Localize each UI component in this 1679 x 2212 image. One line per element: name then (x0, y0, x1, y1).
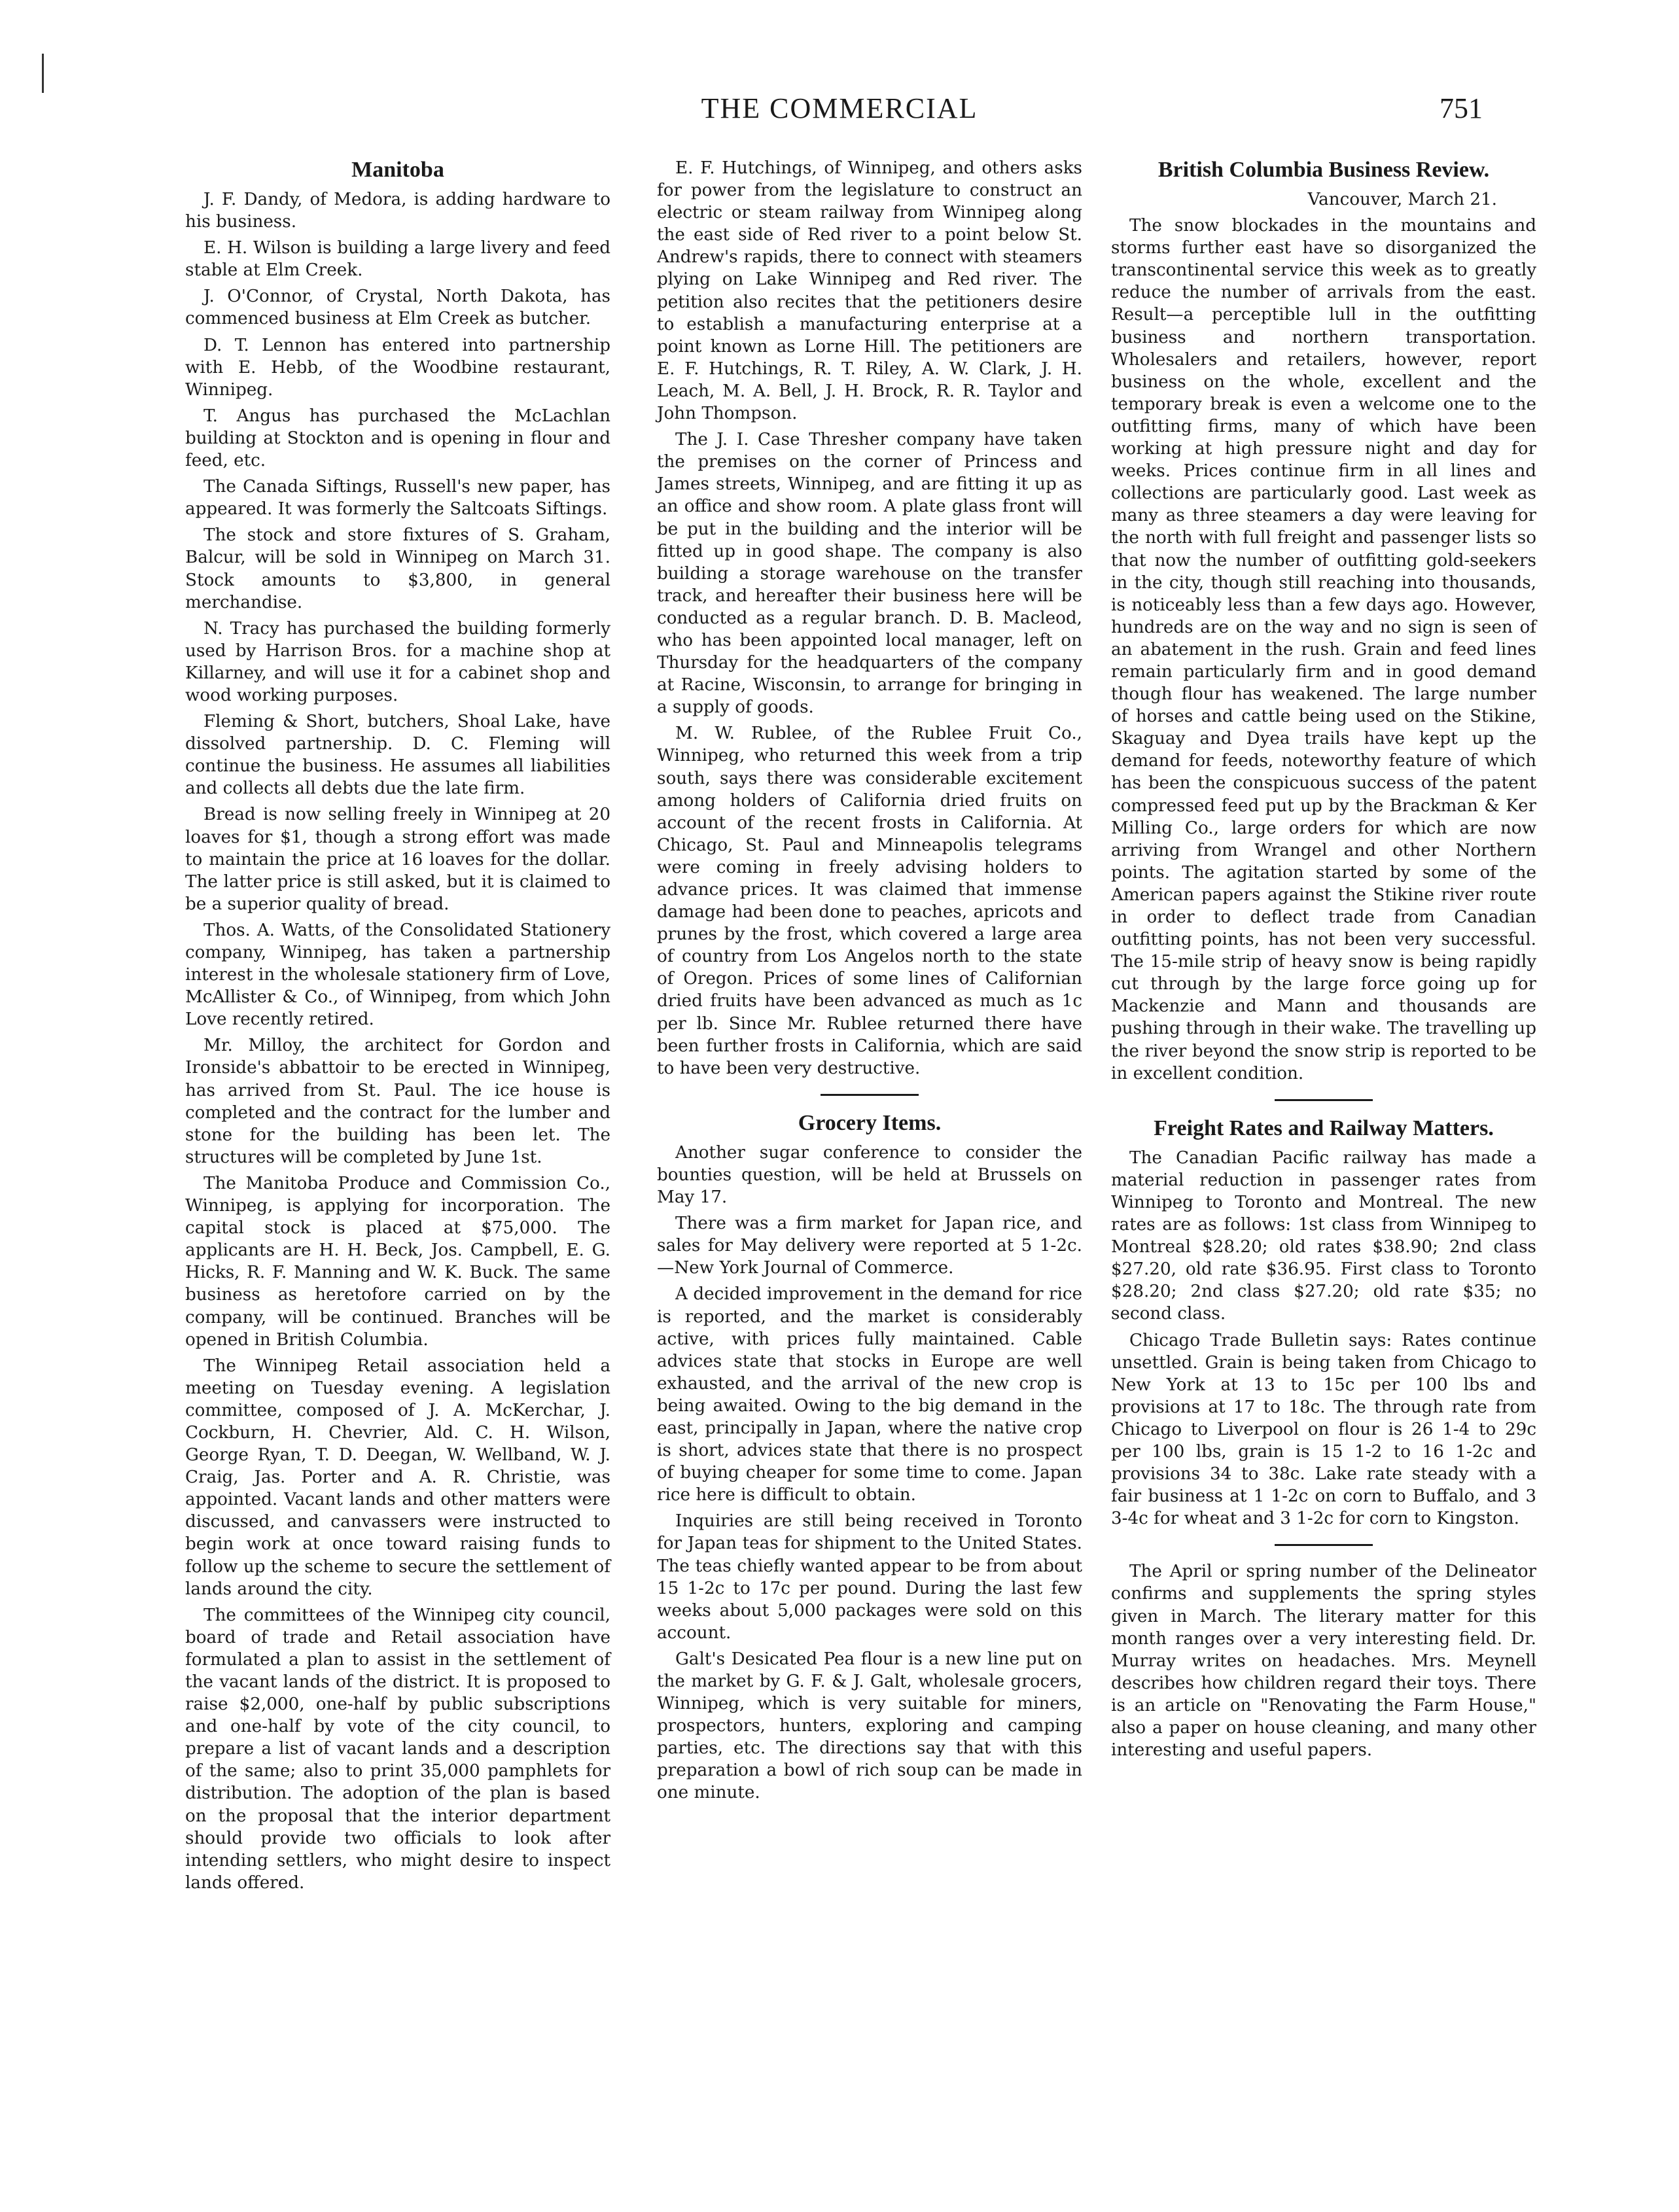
article-paragraph: The Manitoba Produce and Commission Co., Winnipeg, is applying for incorporation. The capital stock is placed at $75,000. The applicants are H. H. Beck, Jos. Campbell, E. G. Hicks, R. F. Manning and W. K. Buck. The same business as heretofore carried on by the company, will be continued. Branches will be opened in British Columbia. (185, 1173, 610, 1350)
margin-mark (42, 54, 46, 93)
article-paragraph: J. O'Connor, of Crystal, North Dakota, has commenced business at Elm Creek as butcher. (185, 287, 610, 329)
article-paragraph: M. W. Rublee, of the Rublee Fruit Co., Winnipeg, who returned this week from a trip south, says there was considerable excitement among holders of California dried fruits on account of the recent frosts in California. At Chicago, St. Paul and Minneapolis telegrams were coming in freely advising holders to advance prices. It was claimed that immense damage had been done to peaches, apricots and prunes by the frost, which covered a large area of country from Los Angelos north to the state of Oregon. Prices of some lines of Californian dried fruits have been advanced as much as 1c per lb. Since Mr. Rublee returned there have been further frosts in California, which are said to have been very destructive. (657, 724, 1082, 1078)
column-3 (1111, 157, 1536, 1765)
article-paragraph: E. F. Hutchings, of Winnipeg, and others asks for power from the legislature to construct an electric or steam railway from Winnipeg along the east side of Red river to a point below St. Andrew's rapids, there to connect with steamers plying on Lake Winnipeg and Red river. The petition also recites that the petitioners desire to establish a manufacturing enterprise at a point known as Lorne Hill. The petitioners are E. F. Hutchings, R. T. Riley, A. W. Clark, J. H. Leach, M. A. Bell, J. H. Brock, R. R. Taylor and John Thompson. (657, 158, 1082, 424)
article-paragraph: A decided improvement in the demand for rice is reported, and the market is considerably active, with prices fully maintained. Cable advices state that stocks in Europe are well exhausted, and the arrival of the new crop is being awaited. Owing to the big demand in the east, principally in Japan, where the native crop is short, advices state that there is no prospect of buying cheaper for some time to come. Japan rice here is difficult to obtain. (657, 1284, 1082, 1505)
article-paragraph: Mr. Milloy, the architect for Gordon and Ironside's abbattoir to be erected in Winnipeg, has arrived from St. Paul. The ice house is completed and the contract for the lumber and stone for the building has been let. The structures will be completed by June 1st. (185, 1036, 610, 1167)
article-paragraph: Galt's Desicated Pea flour is a new line put on the market by G. F. & J. Galt, wholesale grocers, Winnipeg, which is very suitable for miners, prospectors, hunters, exploring and camping parties, etc. The directions say that with this preparation a bowl of rich soup can be made in one minute. (657, 1649, 1082, 1803)
column-2 (657, 157, 1082, 1808)
article-paragraph: The stock and store fixtures of S. Graham, Balcur, will be sold in Winnipeg on March 31. Stock amounts to $3,800, in general merchandise. (185, 525, 610, 612)
article-paragraph: T. Angus has purchased the McLachlan building at Stockton and is opening in flour and feed, etc. (185, 406, 610, 471)
section-title-bc-review: British Columbia Business Review. (1158, 158, 1490, 182)
article-paragraph: The J. I. Case Thresher company have taken the premises on the corner of Princess and James streets, Winnipeg, and are fitting it up as an office and show room. A plate glass front will be put in the building and the interior will be fitted up in good shape. The company is also building a storage warehouse on the transfer track, and hereafter their business here will be conducted as a regular branch. D. B. Macleod, who has been appointed local manager, left on Thursday for the headquarters of the company at Racine, Wisconsin, to arrange for bringing in a supply of goods. (657, 430, 1082, 718)
running-title: THE COMMERCIAL (701, 92, 978, 124)
section-divider (821, 1094, 919, 1096)
article-paragraph: There was a firm market for Japan rice, and sales for May delivery were reported at 5 1-2c.—New York Journal of Commerce. (657, 1214, 1082, 1278)
article-paragraph: The Winnipeg Retail association held a meeting on Tuesday evening. A legislation committee, composed of J. A. McKerchar, J. Cockburn, H. Chevrier, Ald. C. H. Wilson, George Ryan, T. D. Deegan, W. Wellband, W. J. Craig, Jas. Porter and A. R. Christie, was appointed. Vacant lands and other matters were discussed, and canvassers were instructed to begin work at once toward raising funds to follow up the scheme to secure the settlement of lands around the city. (185, 1356, 610, 1599)
article-paragraph: The snow blockades in the mountains and storms further east have so disorganized the transcontinental service this week as to greatly reduce the number of arrivals from the east. Result—a perceptible lull in the outfitting business and northern transportation. Wholesalers and retailers, however, report business on the whole, excellent and the temporary break is even a welcome one to the outfitting firms, many of which have been working at high pressure night and day for weeks. Prices continue firm in all lines and collections are particularly good. Last week as many as three steamers a day were leaving for the north with full freight and passenger lists so that now the number of outfitting gold-seekers in the city, though still reaching into thousands, is noticeably less than a few days ago. However, hundreds are on the way and no sign is seen of an abatement in the rush. Grain and feed lines remain particularly firm and in good demand though flour has weakened. The large number of horses and cattle being used on the Stikine, Skaguay and Dyea trails have kept up the demand for feeds, noteworthy feature of which has been the conspicuous success of the patent compressed feed put up by the Brackman & Ker Milling Co., large orders for which are now arriving from Wrangel and other Northern points. The agitation started by some of the American papers against the Stikine river route in order to deflect trade from Canadian outfitting points, has not been very successful. The 15-mile strip of heavy snow is being rapidly cut through by the large force going up for Mackenzie and Mann and thousands are pushing through in their wake. The travelling up the river beyond the snow strip is reported to be in excellent condition. (1111, 216, 1536, 1083)
article-paragraph: J. F. Dandy, of Medora, is adding hardware to his business. (185, 190, 610, 232)
article-paragraph: The April or spring number of the Delineator confirms and supplements the spring styles given in March. The literary matter for this month ranges over a very interesting field. Dr. Murray writes on headaches. Mrs. Meynell describes how children regard their toys. There is an article on "Renovating the Farm House," also a paper on house cleaning, and many other interesting and useful papers. (1111, 1562, 1536, 1761)
article-paragraph: N. Tracy has purchased the building formerly used by Harrison Bros. for a machine shop at Killarney, and will use it for a cabinet shop and wood working purposes. (185, 618, 610, 705)
page-number: 751 (1440, 92, 1483, 124)
section-divider (1275, 1099, 1373, 1101)
section-title-manitoba: Manitoba (351, 158, 444, 182)
section-title-freight: Freight Rates and Railway Matters. (1154, 1115, 1494, 1140)
dateline: Vancouver, March 21. (1307, 190, 1497, 209)
article-paragraph: E. H. Wilson is building a large livery and feed stable at Elm Creek. (185, 238, 610, 281)
article-paragraph: Fleming & Short, butchers, Shoal Lake, have dissolved partnership. D. C. Fleming will continue the business. He assumes all liabilities and collects all debts due the late firm. (185, 712, 610, 799)
article-paragraph: Bread is now selling freely in Winnipeg at 20 loaves for $1, though a strong effort was made to maintain the price at 16 loaves for the dollar. The latter price is still asked, but it is claimed to be a superior quality of bread. (185, 805, 610, 914)
article-paragraph: Thos. A. Watts, of the Consolidated Stationery company, Winnipeg, has taken a partnership interest in the wholesale stationery firm of Love, McAllister & Co., of Winnipeg, from which John Love recently retired. (185, 920, 610, 1030)
article-paragraph: The Canadian Pacific railway has made a material reduction in passenger rates from Winnipeg to Toronto and Montreal. The new rates are as follows: 1st class from Winnipeg to Montreal $28.20; old rates $38.90; 2nd class $27.20, old rate $36.95. First class to Toronto $28.20; 2nd class $27.20; old rate $35; no second class. (1111, 1148, 1536, 1324)
article-paragraph: Inquiries are still being received in Toronto for Japan teas for shipment to the United States. The teas chiefly wanted appear to be from about 15 1-2c to 17c per pound. During the last few weeks about 5,000 packages were sold on this account. (657, 1511, 1082, 1643)
article-paragraph: The Canada Siftings, Russell's new paper, has appeared. It was formerly the Saltcoats Siftings. (185, 477, 610, 519)
article-paragraph: D. T. Lennon has entered into partnership with E. Hebb, of the Woodbine restaurant, Winnipeg. (185, 335, 610, 400)
article-paragraph: Another sugar conference to consider the bounties question, will be held at Brussels on May 17. (657, 1142, 1082, 1208)
section-title-grocery: Grocery Items. (798, 1110, 942, 1135)
section-divider (1275, 1544, 1373, 1546)
article-paragraph: The committees of the Winnipeg city council, board of trade and Retail association have formulated a plan to assist in the settlement of the vacant lands of the district. It is proposed to raise $2,000, one-half by public subscriptions and one-half by vote of the city council, to prepare a list of vacant lands and a description of the same; also to print 35,000 pamphlets for distribution. The adoption of the plan is based on the proposal that the interior department should provide two officials to look after intending settlers, who might desire to inspect lands offered. (185, 1605, 610, 1893)
column-1 (185, 157, 610, 1898)
article-paragraph: Chicago Trade Bulletin says: Rates continue unsettled. Grain is being taken from Chicago to New York at 13 to 15c per 100 lbs and provisions at 17 to 18c. The through rate from Chicago to Liverpool on flour is 26 1-4 to 29c per 100 lbs, grain is 15 1-2 to 16 1-2c and provisions 34 to 38c. Lake rate steady with a fair business at 1 1-2c on corn to Buffalo, and 3 3-4c for wheat and 3 1-2c for corn to Kingston. (1111, 1330, 1536, 1529)
